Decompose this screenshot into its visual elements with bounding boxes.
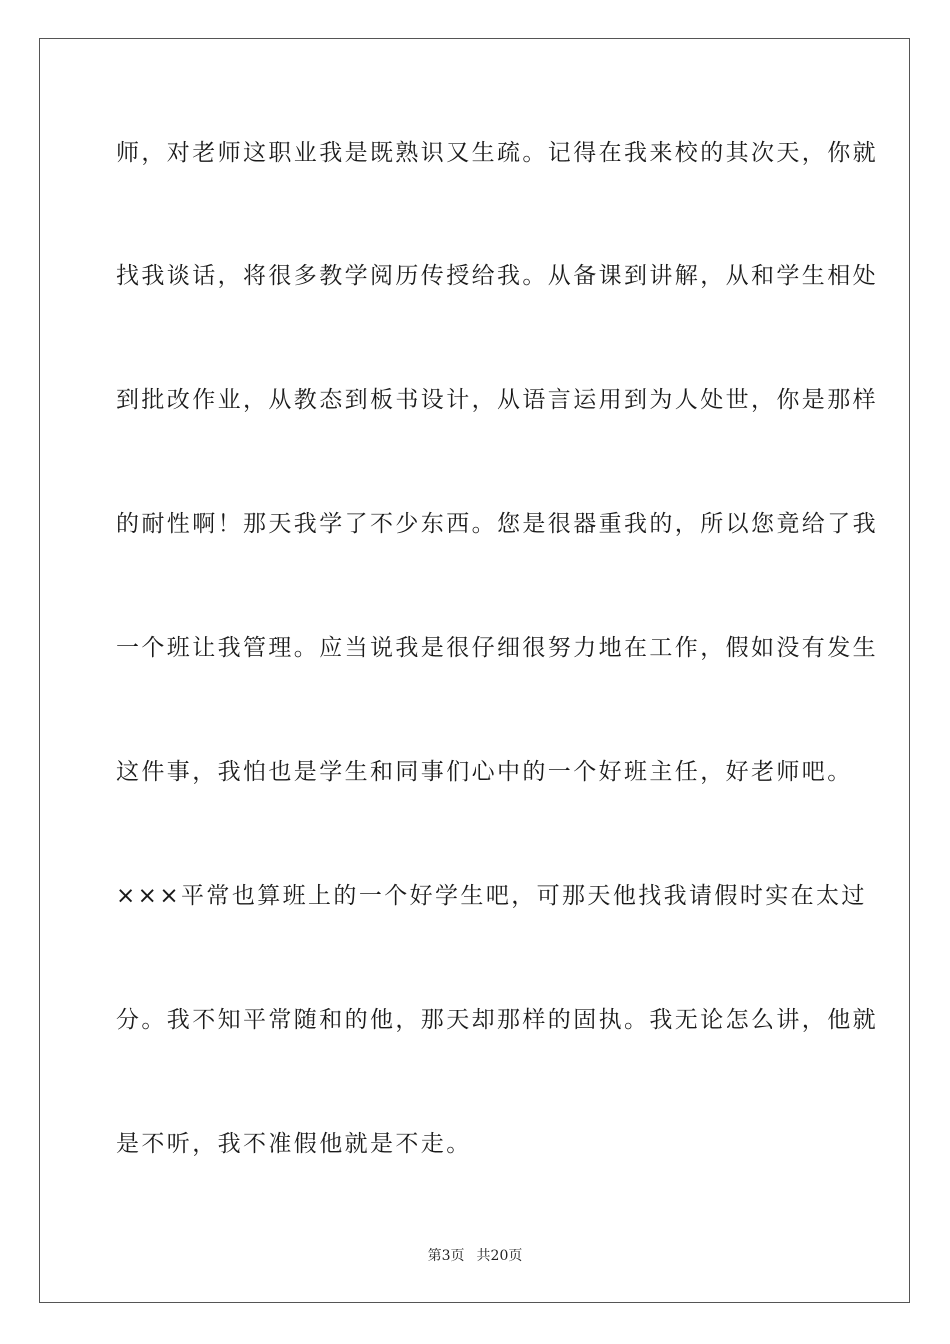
text-line: 师，对老师这职业我是既熟识又生疏。记得在我来校的其次天，你就 [116, 140, 878, 166]
page-border [39, 38, 910, 1303]
text-line: ×××平常也算班上的一个好学生吧，可那天他找我请假时实在太过 [116, 883, 867, 909]
text-line: 这件事，我怕也是学生和同事们心中的一个好班主任，好老师吧。 [116, 759, 853, 785]
text-line: 分。我不知平常随和的他，那天却那样的固执。我无论怎么讲，他就 [116, 1007, 878, 1033]
text-line: 是不听，我不准假他就是不走。 [116, 1131, 472, 1157]
page-number: 第3页 [427, 1248, 465, 1264]
text-line: 找我谈话，将很多教学阅历传授给我。从备课到讲解，从和学生相处 [116, 263, 878, 289]
text-line: 到批改作业，从教态到板书设计，从语言运用到为人处世，你是那样 [116, 387, 878, 413]
text-line: 的耐性啊！那天我学了不少东西。您是很器重我的，所以您竟给了我 [116, 511, 878, 537]
total-pages: 共20页 [476, 1248, 523, 1264]
text-line: 一个班让我管理。应当说我是很仔细很努力地在工作，假如没有发生 [116, 635, 878, 661]
page-footer [0, 1247, 950, 1265]
